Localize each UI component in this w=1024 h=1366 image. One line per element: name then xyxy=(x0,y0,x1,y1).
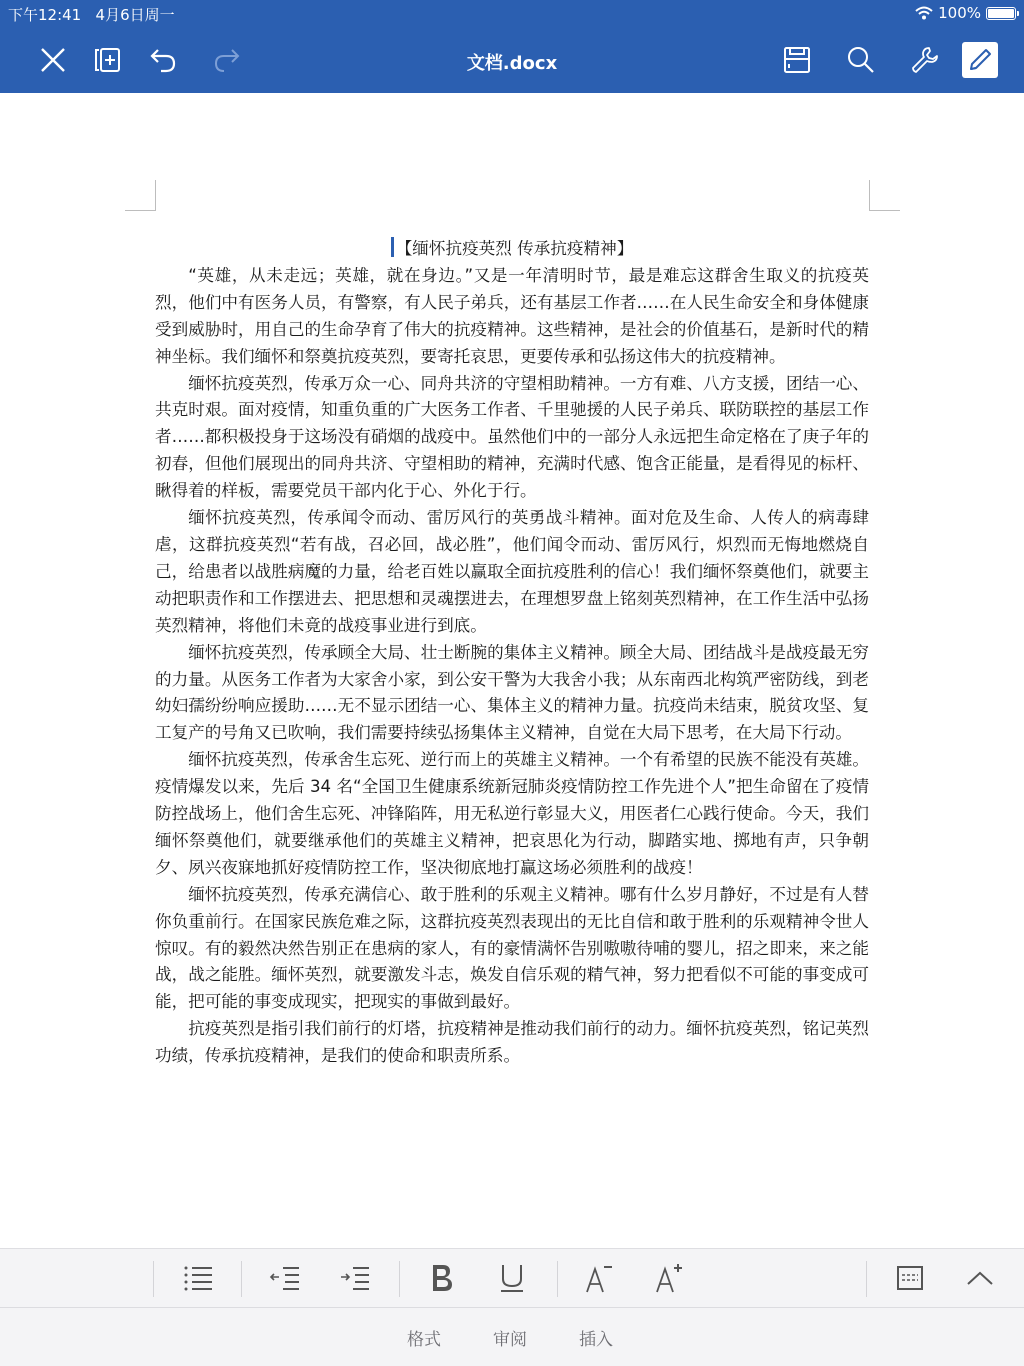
format-toolbar xyxy=(0,1249,1024,1308)
wrench-icon xyxy=(910,45,940,75)
decrease-indent-button[interactable] xyxy=(265,1259,305,1297)
status-time-date xyxy=(8,4,175,25)
tools-button[interactable] xyxy=(907,42,943,78)
document-page[interactable] xyxy=(0,93,1024,1248)
decrease-indent-icon xyxy=(269,1265,301,1291)
battery-icon xyxy=(986,7,1016,20)
ribbon-tabs xyxy=(0,1308,1024,1366)
collapse-chevron-icon xyxy=(966,1269,994,1287)
search-button[interactable] xyxy=(843,42,879,78)
document-heading[interactable] xyxy=(155,236,869,263)
save-button[interactable] xyxy=(779,42,815,78)
decrease-font-size-button[interactable] xyxy=(580,1259,620,1297)
keyboard-toggle-button[interactable] xyxy=(890,1259,930,1297)
toolbar-divider xyxy=(399,1261,400,1297)
paragraph[interactable]: 缅怀抗疫英烈，传承闻令而动、雷厉风行的英勇战斗精神。面对危及生命、人传人的病毒肆虐，这群抗疫英烈“若有战，召必回，战必胜”，他们闻令而动、雷厉风行，炽烈而无悔地燃烧自己，给患者以战胜病魔的力量，给老百姓以赢取全面抗疫胜利的信心！我们缅怀祭奠他们，就要主动把职责作和工作摆进去、把思想和灵魂摆进去，在理想罗盘上铭刻英烈精神，在工作生活中弘扬英烈精神，将他们未竟的战疫事业进行到底。 xyxy=(155,508,869,635)
toolbar-divider xyxy=(866,1261,867,1297)
top-toolbar xyxy=(0,0,1024,93)
document-body[interactable] xyxy=(155,236,869,1070)
tab-insert[interactable]: 插入 xyxy=(579,1330,613,1350)
edit-pencil-icon xyxy=(966,46,994,74)
page-margin-corner-top-right xyxy=(869,180,900,211)
status-indicators xyxy=(915,4,1016,22)
edit-mode-button[interactable] xyxy=(962,42,998,78)
status-time: 下午12:41 xyxy=(8,6,82,24)
underline-icon xyxy=(499,1263,525,1293)
document-title: 文档.docx xyxy=(466,53,558,74)
decrease-font-size-icon xyxy=(585,1263,615,1293)
paragraph[interactable]: 缅怀抗疫英烈，传承万众一心、同舟共济的守望相助精神。一方有难、八方支援，团结一心、共克时艰。面对疫情，知重负重的广大医务工作者、千里驰援的人民子弟兵、联防联控的基层工作者……都积极投身于这场没有硝烟的战疫中。虽然他们中的一部分人永远把生命定格在了庚子年的初春，但他们展现出的同舟共济、守望相助的精神，充满时代感、饱含正能量，是看得见的标杆、瞅得着的样板，需要党员干部内化于心、外化于行。 xyxy=(155,373,869,501)
collapse-toolbar-button[interactable] xyxy=(960,1259,1000,1297)
increase-indent-button[interactable] xyxy=(335,1259,375,1297)
save-icon xyxy=(783,46,811,74)
keyboard-toggle-icon xyxy=(896,1265,924,1291)
bold-button[interactable] xyxy=(422,1259,462,1297)
search-icon xyxy=(846,45,876,75)
bold-icon xyxy=(429,1263,455,1293)
paragraph[interactable]: 缅怀抗疫英烈，传承舍生忘死、逆行而上的英雄主义精神。一个有希望的民族不能没有英雄。疫情爆发以来，先后 34 名“全国卫生健康系统新冠肺炎疫情防控工作先进个人”把生命留在了疫情防控战场上，他们舍生忘死、冲锋陷阵，用无私逆行彰显大义，用医者仁心践行使命。今天，我们缅怀祭奠他们，就要继承他们的英雄主义精神，把哀思化为行动，脚踏实地、掷地有声，只争朝夕、夙兴夜寐地抓好疫情防控工作，坚决彻底地打赢这场必须胜利的战疫！ xyxy=(155,750,869,877)
heading-text: 【缅怀抗疫英烈 传承抗疫精神】 xyxy=(395,239,634,258)
toolbar-divider xyxy=(153,1261,154,1297)
underline-button[interactable] xyxy=(492,1259,532,1297)
paragraph[interactable]: 缅怀抗疫英烈，传承顾全大局、壮士断腕的集体主义精神。顾全大局、团结战斗是战疫最无穷的力量。从医务工作者为大家舍小家，到公安干警为大我舍小我；从东南西北构筑严密防线，到老幼妇孺纷纷响应援助……无不显示团结一心、集体主义的精神力量。抗疫尚未结束，脱贫攻坚、复工复产的号角又已吹响，我们需要持续弘扬集体主义精神，自觉在大局下思考，在大局下行动。 xyxy=(155,642,869,743)
increase-indent-icon xyxy=(339,1265,371,1291)
bulleted-list-icon xyxy=(183,1265,213,1291)
paragraph[interactable]: 抗疫英烈是指引我们前行的灯塔，抗疫精神是推动我们前行的动力。缅怀抗疫英烈，铭记英烈功绩，传承抗疫精神，是我们的使命和职责所系。 xyxy=(155,1019,869,1066)
wifi-icon xyxy=(915,6,933,20)
toolbar-divider xyxy=(241,1261,242,1297)
battery-percent: 100% xyxy=(938,4,981,22)
status-date: 4月6日周一 xyxy=(95,6,175,24)
bulleted-list-button[interactable] xyxy=(178,1259,218,1297)
paragraph[interactable]: 缅怀抗疫英烈，传承充满信心、敢于胜利的乐观主义精神。哪有什么岁月静好，不过是有人替你负重前行。在国家民族危难之际，这群抗疫英烈表现出的无比自信和敢于胜利的乐观精神令世人惊叹。有的毅然决然告别正在患病的家人，有的豪情满怀告别嗷嗷待哺的婴儿，招之即来，来之能战，战之能胜。缅怀英烈，就要激发斗志，焕发自信乐观的精气神，努力把看似不可能的事变成可能，把可能的事变成现实，把现实的事做到最好。 xyxy=(155,884,869,1012)
increase-font-size-icon xyxy=(655,1263,685,1293)
increase-font-size-button[interactable] xyxy=(650,1259,690,1297)
tab-review[interactable]: 审阅 xyxy=(493,1330,527,1350)
toolbar-divider xyxy=(557,1261,558,1297)
format-panel xyxy=(0,1248,1024,1366)
text-cursor xyxy=(391,237,394,257)
paragraph[interactable]: “英雄，从未走远；英雄，就在身边。”又是一年清明时节，最是难忘这群舍生取义的抗疫英烈，他们中有医务人员，有警察，有人民子弟兵，还有基层工作者……在人民生命安全和身体健康受到威胁时，用自己的生命孕育了伟大的抗疫精神。这些精神，是社会的价值基石，是新时代的精神坐标。我们缅怀和祭奠抗疫英烈，要寄托哀思，更要传承和弘扬这伟大的抗疫精神。 xyxy=(155,265,869,366)
page-margin-corner-top-left xyxy=(125,180,156,211)
tab-format[interactable]: 格式 xyxy=(407,1330,441,1350)
